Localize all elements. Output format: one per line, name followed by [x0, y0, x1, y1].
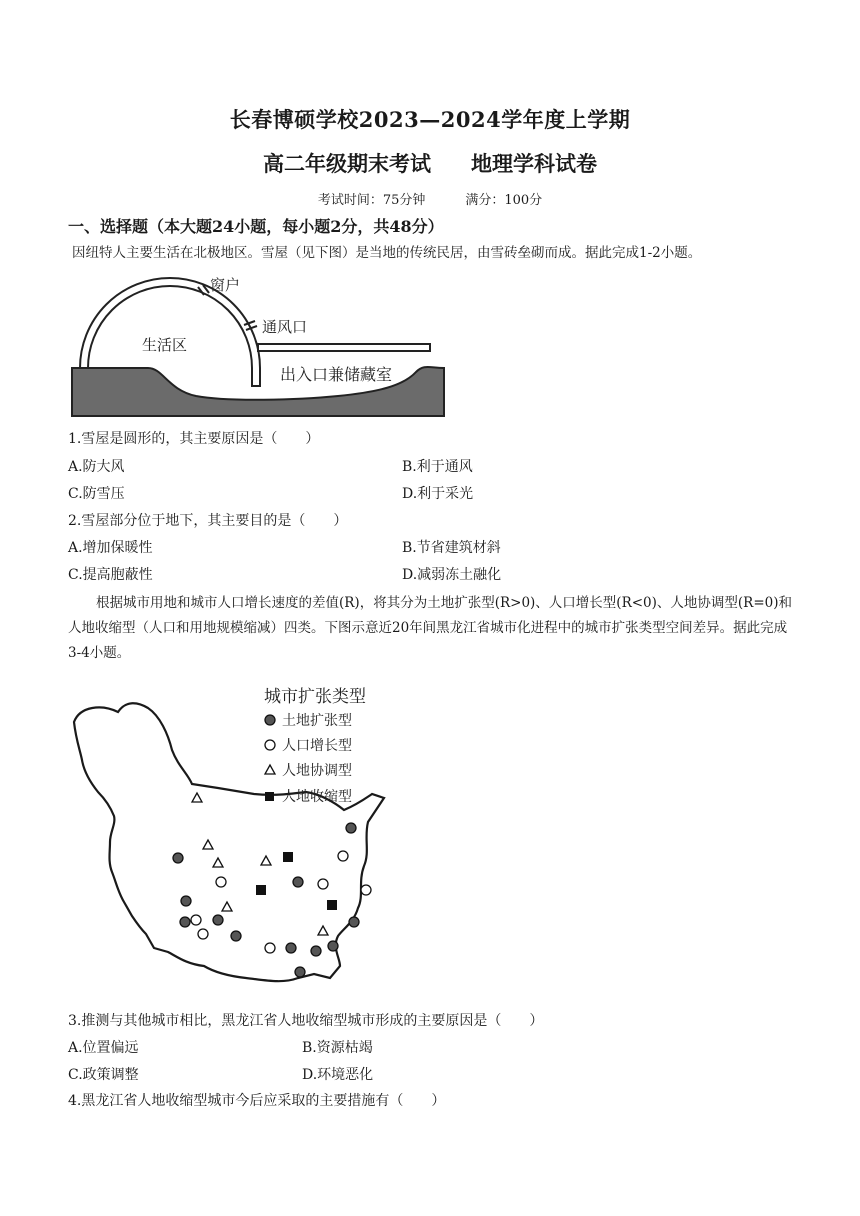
intro-paragraph-2: 根据城市用地和城市人口增长速度的差值(R)，将其分为土地扩张型(R>0)、人口增长型(R<0)、人地协调型(R=0)和人地收缩型（人口和用地规模缩减）四类。下图示意近20年间黑龙江省城市化进程中的城市扩张类型空间差异。据此完成3-4小题。 — [68, 595, 792, 661]
marker-land-expansion — [173, 853, 183, 863]
legend-land-expansion: 土地扩张型 — [282, 713, 352, 729]
marker-population-growth — [191, 915, 201, 925]
heilongjiang-map — [68, 676, 398, 998]
marker-land-expansion — [349, 917, 359, 927]
q1-option-c[interactable]: C.防雪压 — [68, 486, 125, 502]
legend-shrinking: 人地收缩型 — [282, 789, 352, 805]
q2-option-d[interactable]: D.减弱冻土融化 — [402, 567, 502, 583]
exam-title: 长春博硕学校2023—2024学年度上学期 — [229, 107, 631, 132]
q3-option-d[interactable]: D.环境恶化 — [302, 1067, 374, 1083]
entrance-roof — [258, 344, 430, 351]
marker-population-growth — [361, 885, 371, 895]
label-living-area: 生活区 — [142, 336, 188, 354]
q1-option-a[interactable]: A.防大风 — [68, 459, 125, 475]
q3-option-a[interactable]: A.位置偏远 — [68, 1040, 139, 1056]
q2-option-b[interactable]: B.节省建筑材斜 — [402, 540, 501, 556]
legend-coordinated-icon — [265, 765, 275, 774]
marker-population-growth — [338, 851, 348, 861]
label-entrance: 出入口兼储藏室 — [280, 365, 393, 384]
question-1-stem: 1.雪屋是圆形的，其主要原因是（ ） — [68, 431, 320, 447]
question-4-stem: 4.黑龙江省人地收缩型城市今后应采取的主要措施有（ ） — [68, 1093, 446, 1109]
marker-land-expansion — [346, 823, 356, 833]
exam-time: 考试时间：75分钟 — [317, 193, 426, 208]
intro-paragraph-1: 因纽特人主要生活在北极地区。雪屋（见下图）是当地的传统民居，由雪砖垒砌而成。据此完成1-2小题。 — [72, 245, 702, 261]
q1-option-b[interactable]: B.利于通风 — [402, 459, 473, 475]
legend-land-expansion-icon — [265, 715, 275, 725]
question-3-stem: 3.推测与其他城市相比，黑龙江省人地收缩型城市形成的主要原因是（ ） — [68, 1013, 544, 1029]
section-title: 一、选择题（本大题24小题，每小题2分，共48分） — [68, 217, 444, 236]
marker-shrinking — [283, 852, 293, 862]
q2-option-c[interactable]: C.提高胞蔽性 — [68, 567, 153, 583]
label-window: 窗户 — [210, 276, 241, 294]
q3-option-b[interactable]: B.资源枯竭 — [302, 1040, 373, 1056]
marker-land-expansion — [286, 943, 296, 953]
q3-option-c[interactable]: C.政策调整 — [68, 1067, 139, 1083]
marker-population-growth — [198, 929, 208, 939]
marker-land-expansion — [213, 915, 223, 925]
legend-population-growth-icon — [265, 740, 275, 750]
marker-land-expansion — [231, 931, 241, 941]
full-score: 满分：100分 — [465, 193, 543, 208]
marker-land-expansion — [293, 877, 303, 887]
marker-land-expansion — [311, 946, 321, 956]
legend-coordinated: 人地协调型 — [282, 763, 352, 779]
marker-land-expansion — [328, 941, 338, 951]
exam-subtitle — [0, 148, 860, 178]
marker-shrinking — [327, 900, 337, 910]
grade-exam-label: 高二年级期末考试 — [263, 151, 431, 176]
marker-land-expansion — [181, 896, 191, 906]
marker-population-growth — [216, 877, 226, 887]
marker-shrinking — [256, 885, 266, 895]
marker-land-expansion — [180, 917, 190, 927]
igloo-diagram — [68, 268, 448, 420]
label-vent: 通风口 — [262, 318, 308, 336]
q2-option-a[interactable]: A.增加保暖性 — [68, 540, 153, 556]
marker-land-expansion — [295, 967, 305, 977]
legend-title: 城市扩张类型 — [264, 687, 366, 707]
legend-population-growth: 人口增长型 — [282, 738, 352, 754]
subject-label: 地理学科试卷 — [471, 151, 597, 176]
legend-shrinking-icon — [265, 792, 274, 801]
exam-meta — [0, 189, 860, 208]
marker-population-growth — [265, 943, 275, 953]
question-2-stem: 2.雪屋部分位于地下，其主要目的是（ ） — [68, 513, 348, 529]
q1-option-d[interactable]: D.利于采光 — [402, 486, 474, 502]
marker-population-growth — [318, 879, 328, 889]
